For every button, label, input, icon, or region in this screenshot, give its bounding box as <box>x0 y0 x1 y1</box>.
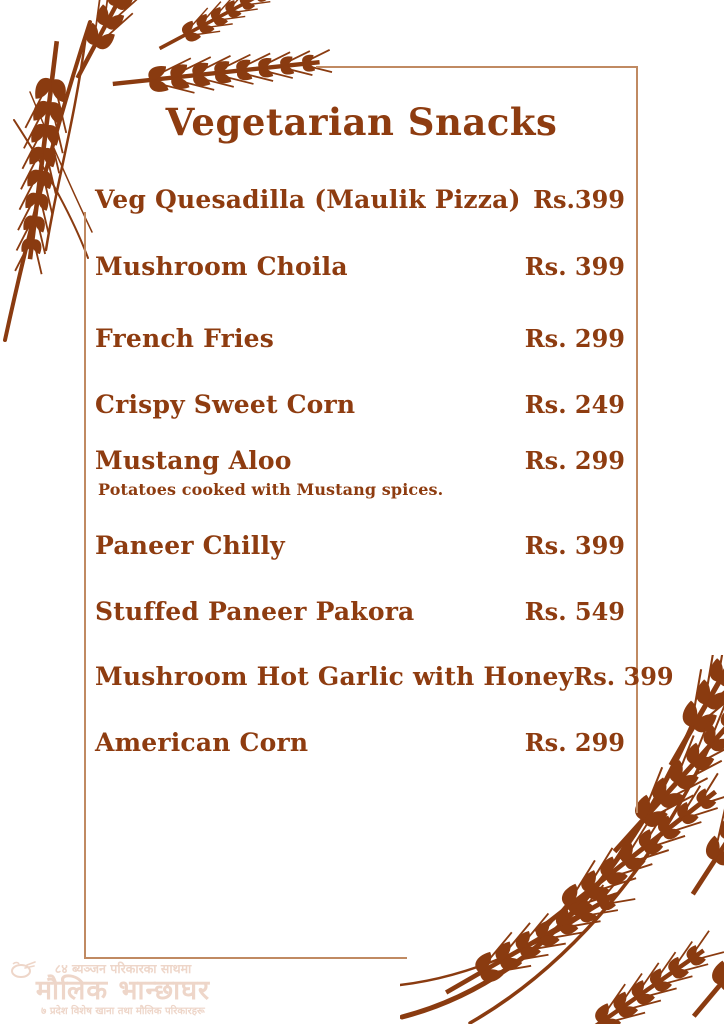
frame-border-left <box>84 212 86 959</box>
menu-item-row <box>95 391 625 420</box>
logo-brand-name: मौलिक भान्छाघर <box>35 974 211 1006</box>
item-description: Potatoes cooked with Mustang spices. <box>98 479 444 499</box>
item-price: Rs.399 <box>533 185 625 214</box>
item-price: Rs. 299 <box>524 728 625 757</box>
kitchen-utensils-logo-mark-icon <box>10 961 36 979</box>
item-price: Rs. 399 <box>524 252 625 281</box>
page-title: Vegetarian Snacks <box>165 100 558 144</box>
item-name: French Fries <box>95 324 275 353</box>
item-price: Rs. 399 <box>524 531 625 560</box>
menu-item-row <box>95 729 625 758</box>
item-price: Rs. 549 <box>524 597 625 626</box>
menu-item-row <box>95 532 625 561</box>
item-name: Mushroom Hot Garlic with Honey <box>95 662 574 691</box>
item-price: Rs. 399 <box>573 662 674 691</box>
menu-item-row <box>95 598 625 627</box>
item-name: Veg Quesadilla (Maulik Pizza) <box>95 185 521 214</box>
menu-item-row <box>95 253 625 282</box>
wheat-bottom-right-icon <box>400 655 724 1024</box>
item-name: Mustang Aloo <box>95 446 292 475</box>
menu-item-row <box>95 325 625 354</box>
item-name: Mushroom Choila <box>95 252 348 281</box>
item-name: Paneer Chilly <box>95 531 285 560</box>
frame-border-bottom <box>84 957 407 959</box>
frame-border-top <box>316 66 638 68</box>
item-name: Stuffed Paneer Pakora <box>95 597 415 626</box>
logo-tagline-bottom: ७ प्रदेश विशेष खाना तथा मौलिक परिकारहरू <box>41 1005 205 1017</box>
restaurant-logo <box>2 962 244 1017</box>
menu-item-row <box>95 186 625 215</box>
item-name: Crispy Sweet Corn <box>95 390 356 419</box>
frame-border-right <box>636 66 638 813</box>
item-price: Rs. 299 <box>524 446 625 475</box>
menu-item-row <box>95 662 674 692</box>
item-name: American Corn <box>95 728 309 757</box>
menu-item-row <box>95 447 625 499</box>
wheat-top-left-icon <box>0 0 345 345</box>
item-price: Rs. 249 <box>524 390 625 419</box>
logo-tagline-top: ८४ ब्यञ्जन परिकारका साथमा <box>54 961 192 976</box>
item-price: Rs. 299 <box>524 324 625 353</box>
